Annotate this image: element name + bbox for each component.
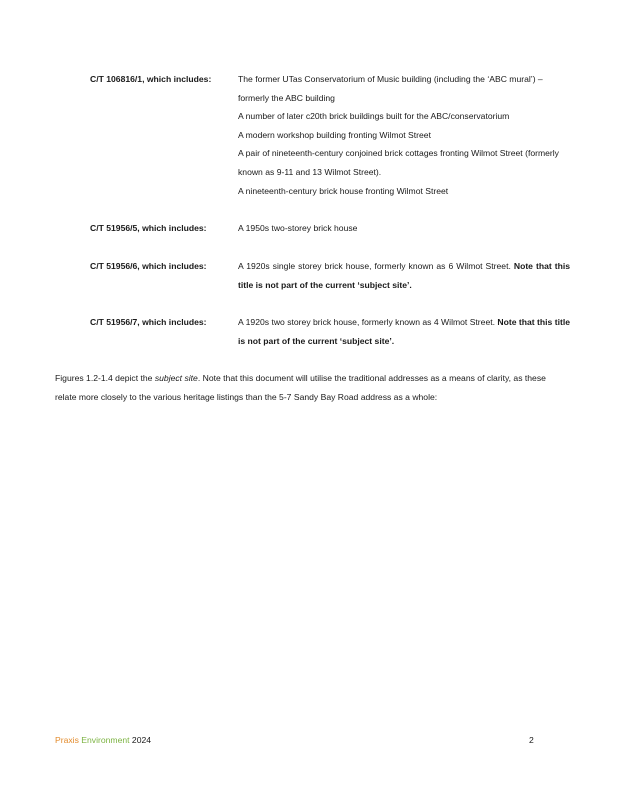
body-paragraph: [55, 369, 567, 406]
title-label: C/T 106816/1, which includes:: [90, 74, 212, 84]
description-text: A 1920s two storey brick house, formerly known as 4 Wilmot Street.: [238, 317, 496, 327]
title-description: [238, 219, 570, 238]
note-text: Note that this title is not part of the current ‘subject site’.: [238, 261, 570, 290]
description-paragraph: [238, 257, 570, 294]
title-label: C/T 51956/7, which includes:: [90, 317, 207, 327]
description-text: A 1920s single storey brick house, formerly known as 6 Wilmot Street.: [238, 261, 511, 271]
footer-brand: [55, 735, 151, 745]
description-text: A 1950s two-storey brick house: [238, 223, 358, 233]
page-number: 2: [529, 735, 534, 745]
description-line: The former UTas Conservatorium of Music building (including the ‘ABC mural’) – formerly the ABC building: [238, 74, 543, 103]
paragraph-text: . Note that this document will utilise the traditional addresses as a means of clarity, as these relate more closely to the various heritage listings than the 5-7 Sandy Bay Road address as a whole:: [55, 373, 546, 402]
title-label: C/T 51956/6, which includes:: [90, 261, 207, 271]
note-text: Note that this title is not part of the current ‘subject site’.: [238, 317, 571, 346]
title-label: C/T 51956/5, which includes:: [90, 223, 207, 233]
title-description: [238, 257, 570, 294]
footer-year: 2024: [131, 735, 152, 745]
description-line: A number of later c20th brick buildings built for the ABC/conservatorium: [238, 111, 510, 122]
description-line: A pair of nineteenth-century conjoined brick cottages fronting Wilmot Street (formerly known as 9-11 and 13 Wilmot Street).: [238, 148, 559, 177]
paragraph-emphasis: subject site: [154, 373, 198, 383]
title-description: [238, 70, 570, 200]
description-line: A nineteenth-century brick house fronting Wilmot Street: [238, 185, 449, 196]
brand-name-part2: Environment: [81, 735, 130, 745]
title-description: [238, 313, 570, 350]
description-line: A modern workshop building fronting Wilmot Street: [238, 129, 431, 140]
paragraph-text: Figures 1.2-1.4 depict the: [55, 373, 155, 383]
description-paragraph: [238, 313, 570, 350]
brand-name-part1: Praxis: [55, 735, 79, 745]
